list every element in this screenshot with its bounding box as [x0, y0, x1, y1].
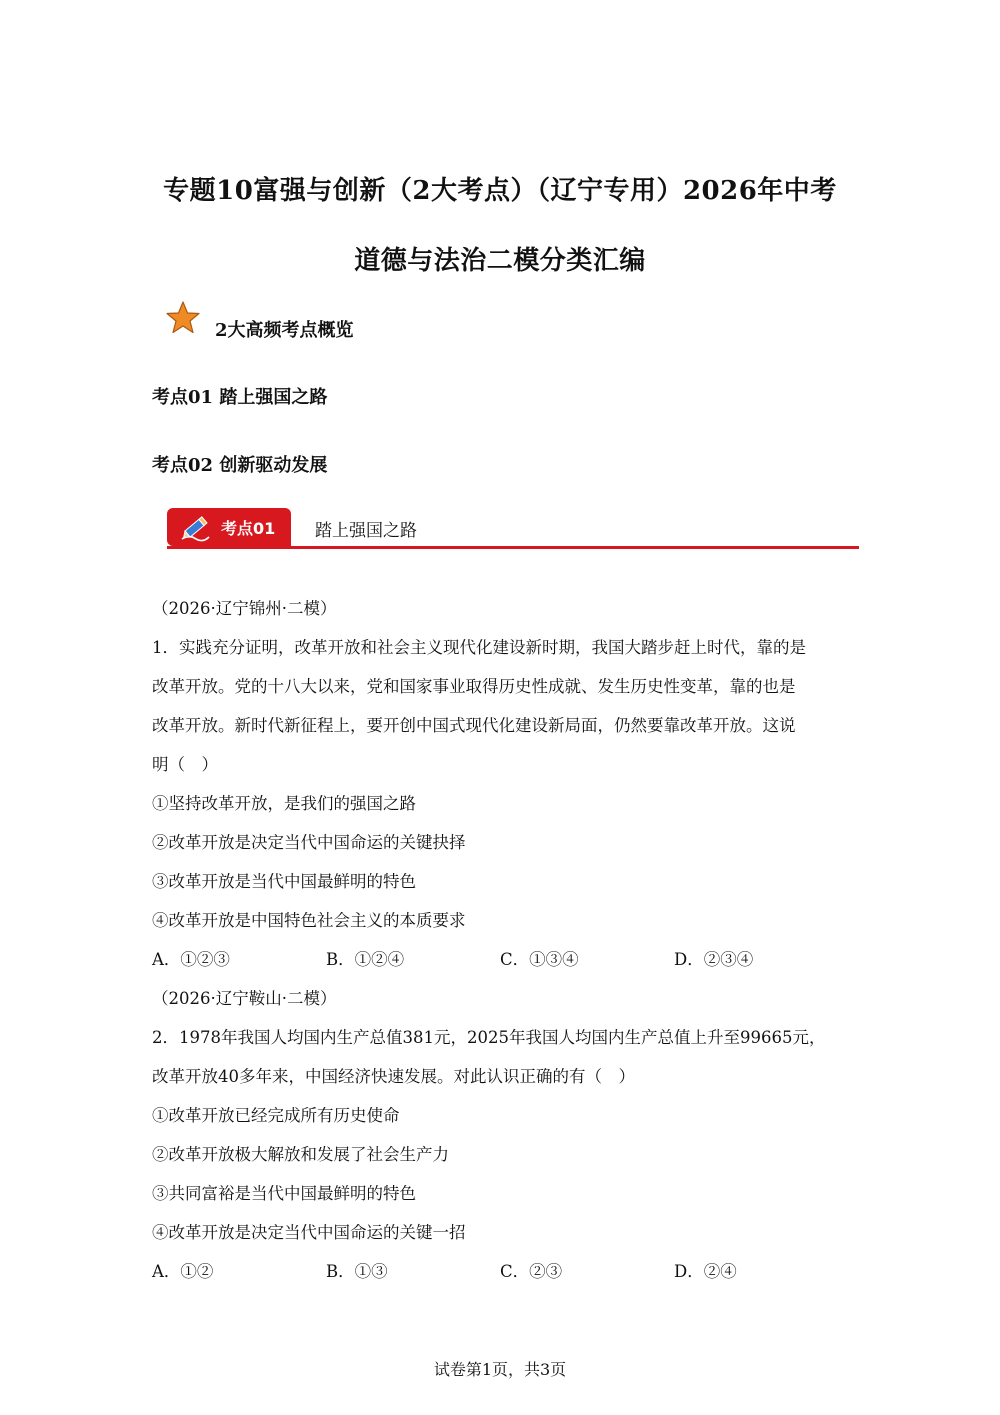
question-stem-line: 改革开放40多年来，中国经济快速发展。对此认识正确的有（ ）	[152, 1067, 635, 1086]
section-tab	[167, 508, 291, 546]
answer-option-d: D．②④	[674, 1262, 737, 1281]
question-stem-line: 1．实践充分证明，改革开放和社会主义现代化建设新时期，我国大踏步赶上时代，靠的是	[152, 638, 806, 657]
statement-item: ②改革开放极大解放和发展了社会生产力	[152, 1145, 449, 1164]
question-stem-line: 改革开放。新时代新征程上，要开创中国式现代化建设新局面，仍然要靠改革开放。这说	[152, 716, 796, 735]
statement-item: ④改革开放是中国特色社会主义的本质要求	[152, 911, 466, 930]
answer-option-b: B．①③	[326, 1262, 388, 1281]
statement-item: ④改革开放是决定当代中国命运的关键一招	[152, 1223, 466, 1242]
statement-item: ③共同富裕是当代中国最鲜明的特色	[152, 1184, 416, 1203]
answer-option-c: C．①③④	[500, 950, 579, 969]
star-icon	[165, 300, 201, 336]
statement-item: ①改革开放已经完成所有历史使命	[152, 1106, 400, 1125]
section-tab-label: 考点01	[221, 519, 276, 538]
statement-item: ③改革开放是当代中国最鲜明的特色	[152, 872, 416, 891]
kaodian-item: 考点02 创新驱动发展	[152, 455, 328, 476]
statement-item: ②改革开放是决定当代中国命运的关键抉择	[152, 833, 466, 852]
answer-option-a: A．①②③	[152, 950, 230, 969]
answer-option-b: B．①②④	[326, 950, 405, 969]
answer-option-d: D．②③④	[674, 950, 754, 969]
section-title: 踏上强国之路	[315, 521, 417, 541]
question-stem-line: 改革开放。党的十八大以来，党和国家事业取得历史性成就、发生历史性变革，靠的也是	[152, 677, 796, 696]
statement-item: ①坚持改革开放，是我们的强国之路	[152, 794, 416, 813]
page-footer: 试卷第1页，共3页	[433, 1360, 567, 1379]
document-title-line-1: 专题10富强与创新（2大考点）（辽宁专用）2026年中考	[163, 176, 837, 206]
overview-label: 2大高频考点概览	[215, 320, 354, 341]
section-underline	[167, 546, 859, 549]
kaodian-item: 考点01 踏上强国之路	[152, 387, 328, 408]
question-stem-line: 明（ ）	[152, 755, 218, 774]
answer-option-c: C．②③	[500, 1262, 563, 1281]
question-stem-line: 2．1978年我国人均国内生产总值381元，2025年我国人均国内生产总值上升至99665元，	[152, 1028, 826, 1047]
answer-option-a: A．①②	[152, 1262, 214, 1281]
pencil-icon	[179, 512, 213, 544]
document-title-line-2: 道德与法治二模分类汇编	[354, 246, 646, 276]
question-source: （2026·辽宁锦州·二模）	[152, 599, 337, 618]
question-source: （2026·辽宁鞍山·二模）	[152, 989, 337, 1008]
section-banner	[167, 508, 859, 550]
